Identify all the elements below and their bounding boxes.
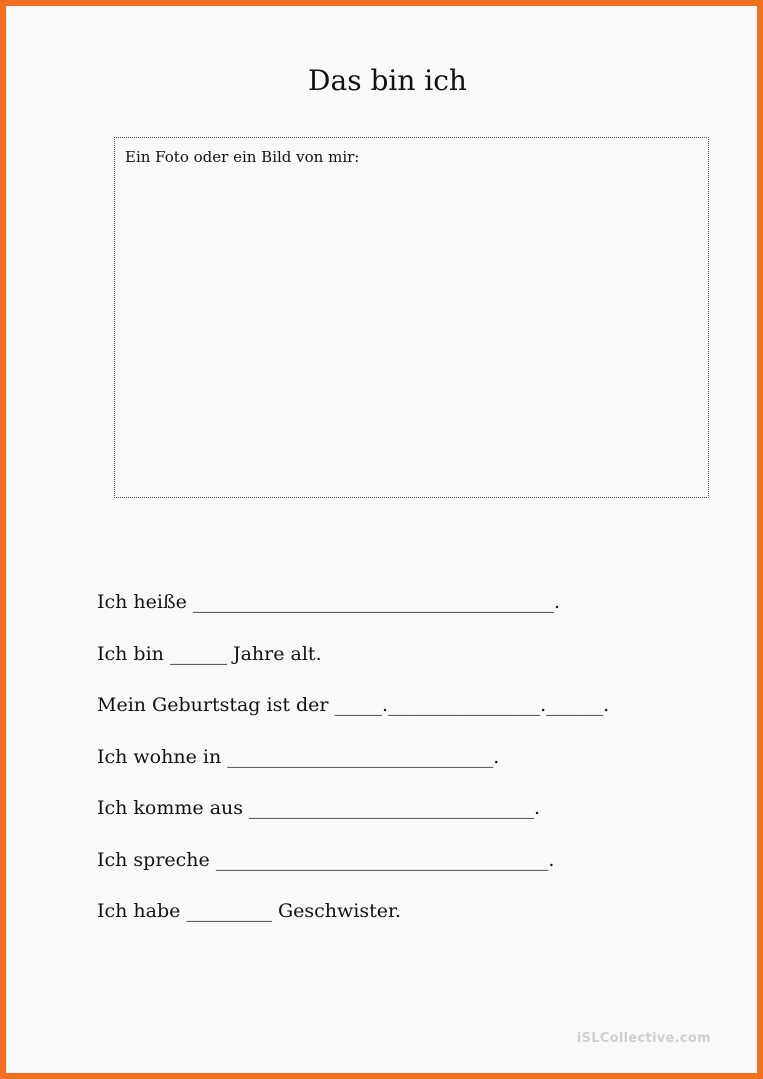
line-residence: Ich wohne in ____________________________.: [97, 746, 500, 768]
line-origin: Ich komme aus ______________________________.: [97, 797, 541, 819]
watermark: iSLCollective.com: [576, 1031, 711, 1046]
line-siblings: Ich habe _________ Geschwister.: [97, 900, 402, 922]
line-birthday: Mein Geburtstag ist der _____.________________.______.: [97, 694, 610, 716]
line-age: Ich bin ______ Jahre alt.: [97, 643, 322, 665]
line-name: Ich heiße ______________________________________.: [97, 591, 560, 613]
line-languages: Ich spreche ___________________________________.: [97, 849, 555, 871]
photo-prompt: Ein Foto oder ein Bild von mir:: [125, 148, 360, 166]
page-title: Das bin ich: [308, 64, 467, 97]
photo-box: [114, 137, 709, 498]
